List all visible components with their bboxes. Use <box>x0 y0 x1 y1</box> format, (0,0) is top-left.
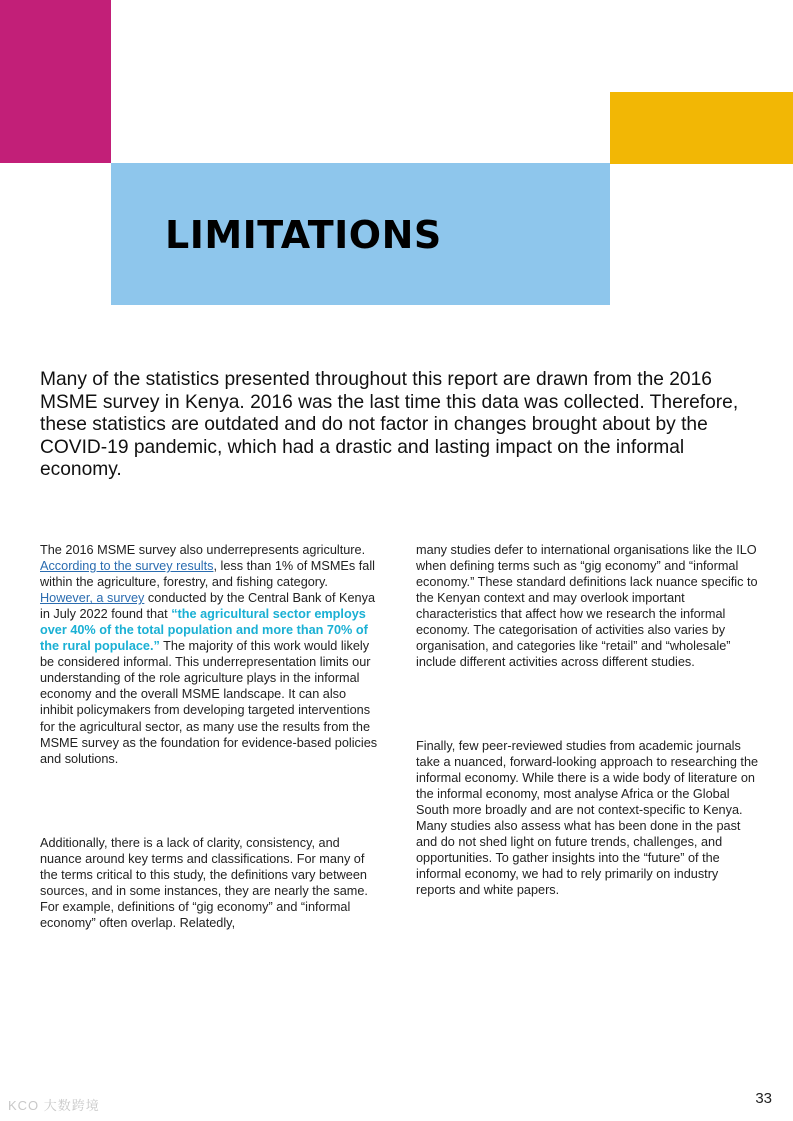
page-number: 33 <box>755 1090 772 1107</box>
left-p1-text-4: The majority of this work would likely be considered informal. This underrepresentation limits our understanding of the role agriculture plays in the informal economy and the overall MSME landscape. It can also inhibit policymakers from developing targeted interventions for the agricultural sector, as many use the results from the MSME survey as the foundation for evidence-based policies and solutions. <box>40 639 378 766</box>
watermark: KCO 大数跨境 <box>8 1098 100 1113</box>
left-p1-text-3: conducted by the Central Bank of Kenya in July 2022 found that <box>40 591 376 622</box>
left-paragraph-1 <box>40 542 380 767</box>
highlighted-quote: “the agricultural sector employs over 40% of the total population and more than 70% of the rural populace.” <box>40 607 368 654</box>
yellow-decor-block <box>610 92 793 164</box>
left-column <box>40 542 380 931</box>
survey-results-link[interactable]: According to the survey results <box>40 559 214 574</box>
right-column <box>416 542 761 898</box>
magenta-decor-block <box>0 0 111 163</box>
left-paragraph-2: Additionally, there is a lack of clarity, consistency, and nuance around key terms and classifications. For many of the terms critical to this study, the definitions vary between sources, and in some instances, they are nearly the same. For example, definitions of “gig economy” and “informal economy” often overlap. Relatedly, <box>40 836 368 931</box>
intro-paragraph: Many of the statistics presented throughout this report are drawn from the 2016 MSME survey in Kenya. 2016 was the last time this data was collected. Therefore, these statistics are outdated and do not factor in changes brought about by the COVID-19 pandemic, which had a drastic and lasting impact on the informal economy. <box>40 369 739 481</box>
page-title: LIMITATIONS <box>165 213 442 257</box>
right-paragraph-1: many studies defer to international organisations like the ILO when defining terms such as “gig economy” and “informal economy.” These standard definitions lack nuance specific to the Kenyan context and may overlook important characteristics that affect how we research the informal economy. The categorisation of activities also varies by organisation, and categories like “retail” and “wholesale” include different activities across different studies. <box>416 543 758 670</box>
however-survey-link[interactable]: However, a survey <box>40 591 145 606</box>
left-p1-text-1: The 2016 MSME survey also underrepresents agriculture. <box>40 543 366 557</box>
left-p1-text-2: , less than 1% of MSMEs fall within the agriculture, forestry, and fishing category. <box>40 559 375 590</box>
right-paragraph-2: Finally, few peer-reviewed studies from academic journals take a nuanced, forward-looking approach to researching the informal economy. While there is a wide body of literature on the informal economy, most analyse Africa or the Global South more broadly and are not context-specific to Kenya. Many studies also assess what has been done in the past and do not shed light on future trends, challenges, and opportunities. To gather insights into the “future” of the informal economy, we had to rely primarily on industry reports and white papers. <box>416 739 759 898</box>
